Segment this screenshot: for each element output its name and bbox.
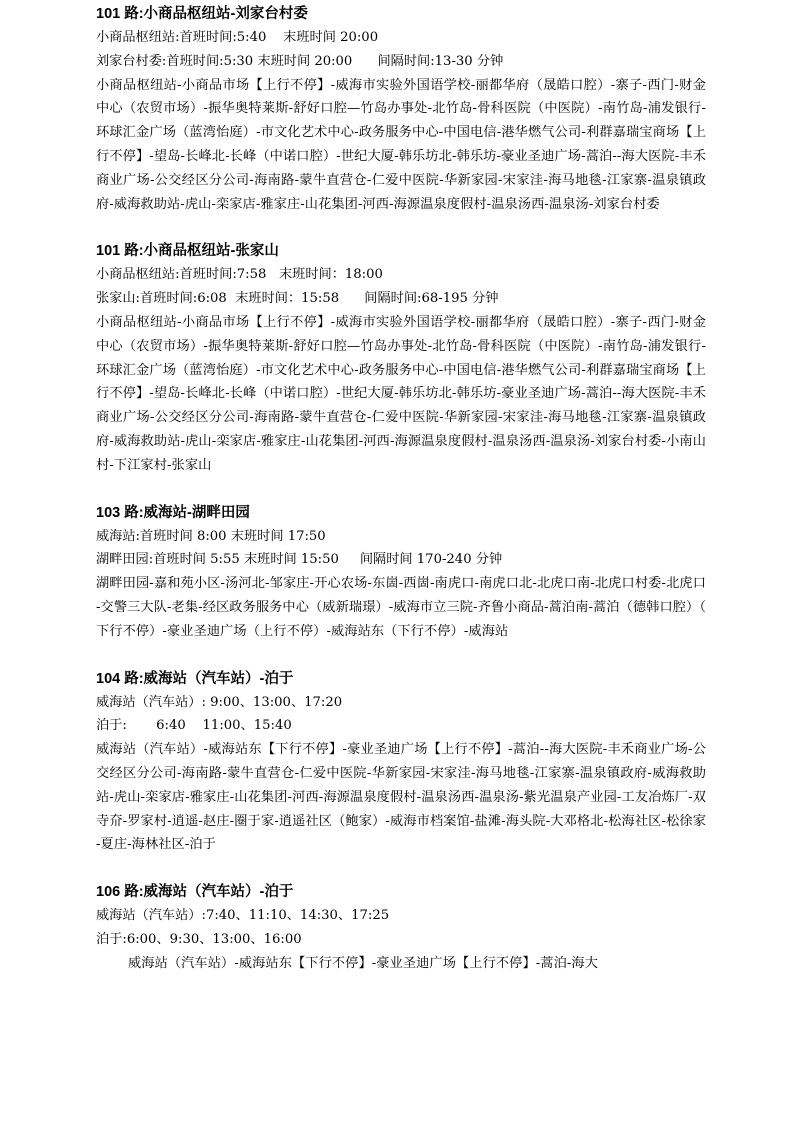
stop-list: 湖畔田园-嘉和苑小区-汤河北-邹家庄-开心农场-东崮-西崮-南虎口-南虎口北-北虎口南-北虎口村委-北虎口-交警三大队-老集-经区政务服务中心（威新瑞璟）-威海市立三院-齐鲁小商品-蒿泊南-蒿泊（德韩口腔）（下行不停）-豪业圣迪广场（上行不停）-威海站东（下行不停）-威海站: [96, 576, 706, 639]
schedule-line: 刘家台村委:首班时间:5:30 末班时间 20:00 间隔时间:13-30 分钟: [96, 53, 504, 69]
document-page: [96, 2, 706, 976]
route-title: 103 路:威海站-湖畔田园: [96, 504, 250, 521]
route-101-zhangjiashan: [96, 239, 706, 477]
schedule-line: 威海站:首班时间 8:00 末班时间 17:50: [96, 528, 326, 544]
route-103: [96, 501, 706, 644]
schedule-line: 威海站（汽车站）: 9:00、13:00、17:20: [96, 694, 343, 710]
stop-list: 威海站（汽车站）-威海站东【下行不停】-豪业圣迪广场【上行不停】-蒿泊-海大: [128, 955, 598, 971]
route-104: [96, 667, 706, 858]
route-title: 101 路:小商品枢纽站-刘家台村委: [96, 6, 308, 22]
schedule-line: 泊于: 6:40 11:00、15:40: [96, 718, 292, 734]
schedule-line: 张家山:首班时间:6:08 末班时间：15:58 间隔时间:68-195 分钟: [96, 291, 499, 307]
schedule-line: 湖畔田园:首班时间 5:55 末班时间 15:50 间隔时间 170-240 分钟: [96, 552, 503, 568]
route-101-liujiatai: [96, 2, 706, 216]
route-title: 101 路:小商品枢纽站-张家山: [96, 243, 279, 260]
stop-list: 小商品枢纽站-小商品市场【上行不停】-威海市实验外国语学校-丽都华府（晟皓口腔）-寨子-西门-财金中心（农贸市场）-振华奥特莱斯-舒好口腔—竹岛办事处-北竹岛-骨科医院（中医院）-南竹岛-浦发银行-环球汇金广场（蓝湾怡庭）-市文化艺术中心-政务服务中心-中国电信-港华燃气公司-利群嘉瑞宝商场【上行不停】-望岛-长峰北-长峰（中诺口腔）-世纪大厦-韩乐坊北-韩乐坊-豪业圣迪广场-蒿泊--海大医院-丰禾商业广场-公交经区分公司-海南路-蒙牛直营仓-仁爱中医院-华新家园-宋家洼-海马地毯-江家寨-温泉镇政府-威海救助站-虎山-栾家店-雅家庄-山花集团-河西-海源温泉度假村-温泉汤西-温泉汤-刘家台村委: [96, 77, 706, 212]
schedule-line: 小商品枢纽站:首班时间:7:58 末班时间：18:00: [96, 267, 383, 283]
schedule-line: 威海站（汽车站）:7:40、11:10、14:30、17:25: [96, 908, 390, 924]
schedule-line: 泊于:6:00、9:30、13:00、16:00: [96, 931, 302, 947]
stop-list: 威海站（汽车站）-威海站东【下行不停】-豪业圣迪广场【上行不停】-蒿泊--海大医院-丰禾商业广场-公交经区分公司-海南路-蒙牛直营仓-仁爱中医院-华新家园-宋家洼-海马地毯-江家寨-温泉镇政府-威海救助站-虎山-栾家店-雅家庄-山花集团-河西-海源温泉度假村-温泉汤西-温泉汤-紫光温泉产业园-工友冶炼厂-双寺夼-罗家村-逍遥-赵庄-圈于家-逍遥社区（鲍家）-威海市档案馆-盐滩-海头院-大邓格北-松海社区-松徐家-夏庄-海林社区-泊于: [96, 742, 706, 853]
route-106: [96, 880, 706, 975]
route-title: 106 路:威海站（汽车站）-泊于: [96, 884, 294, 901]
schedule-line: 小商品枢纽站:首班时间:5:40 末班时间 20:00: [96, 30, 379, 45]
route-title: 104 路:威海站（汽车站）-泊于: [96, 670, 294, 687]
stop-list: 小商品枢纽站-小商品市场【上行不停】-威海市实验外国语学校-丽都华府（晟皓口腔）-寨子-西门-财金中心（农贸市场）-振华奥特莱斯-舒好口腔—竹岛办事处-北竹岛-骨科医院（中医院）-南竹岛-浦发银行-环球汇金广场（蓝湾怡庭）-市文化艺术中心-政务服务中心-中国电信-港华燃气公司-利群嘉瑞宝商场【上行不停】-望岛-长峰北-长峰（中诺口腔）-世纪大厦-韩乐坊北-韩乐坊-豪业圣迪广场-蒿泊--海大医院-丰禾商业广场-公交经区分公司-海南路-蒙牛直营仓-仁爱中医院-华新家园-宋家洼-海马地毯-江家寨-温泉镇政府-威海救助站-虎山-栾家店-雅家庄-山花集团-河西-海源温泉度假村-温泉汤西-温泉汤-刘家台村委-小南山村-下江家村-张家山: [96, 314, 706, 473]
